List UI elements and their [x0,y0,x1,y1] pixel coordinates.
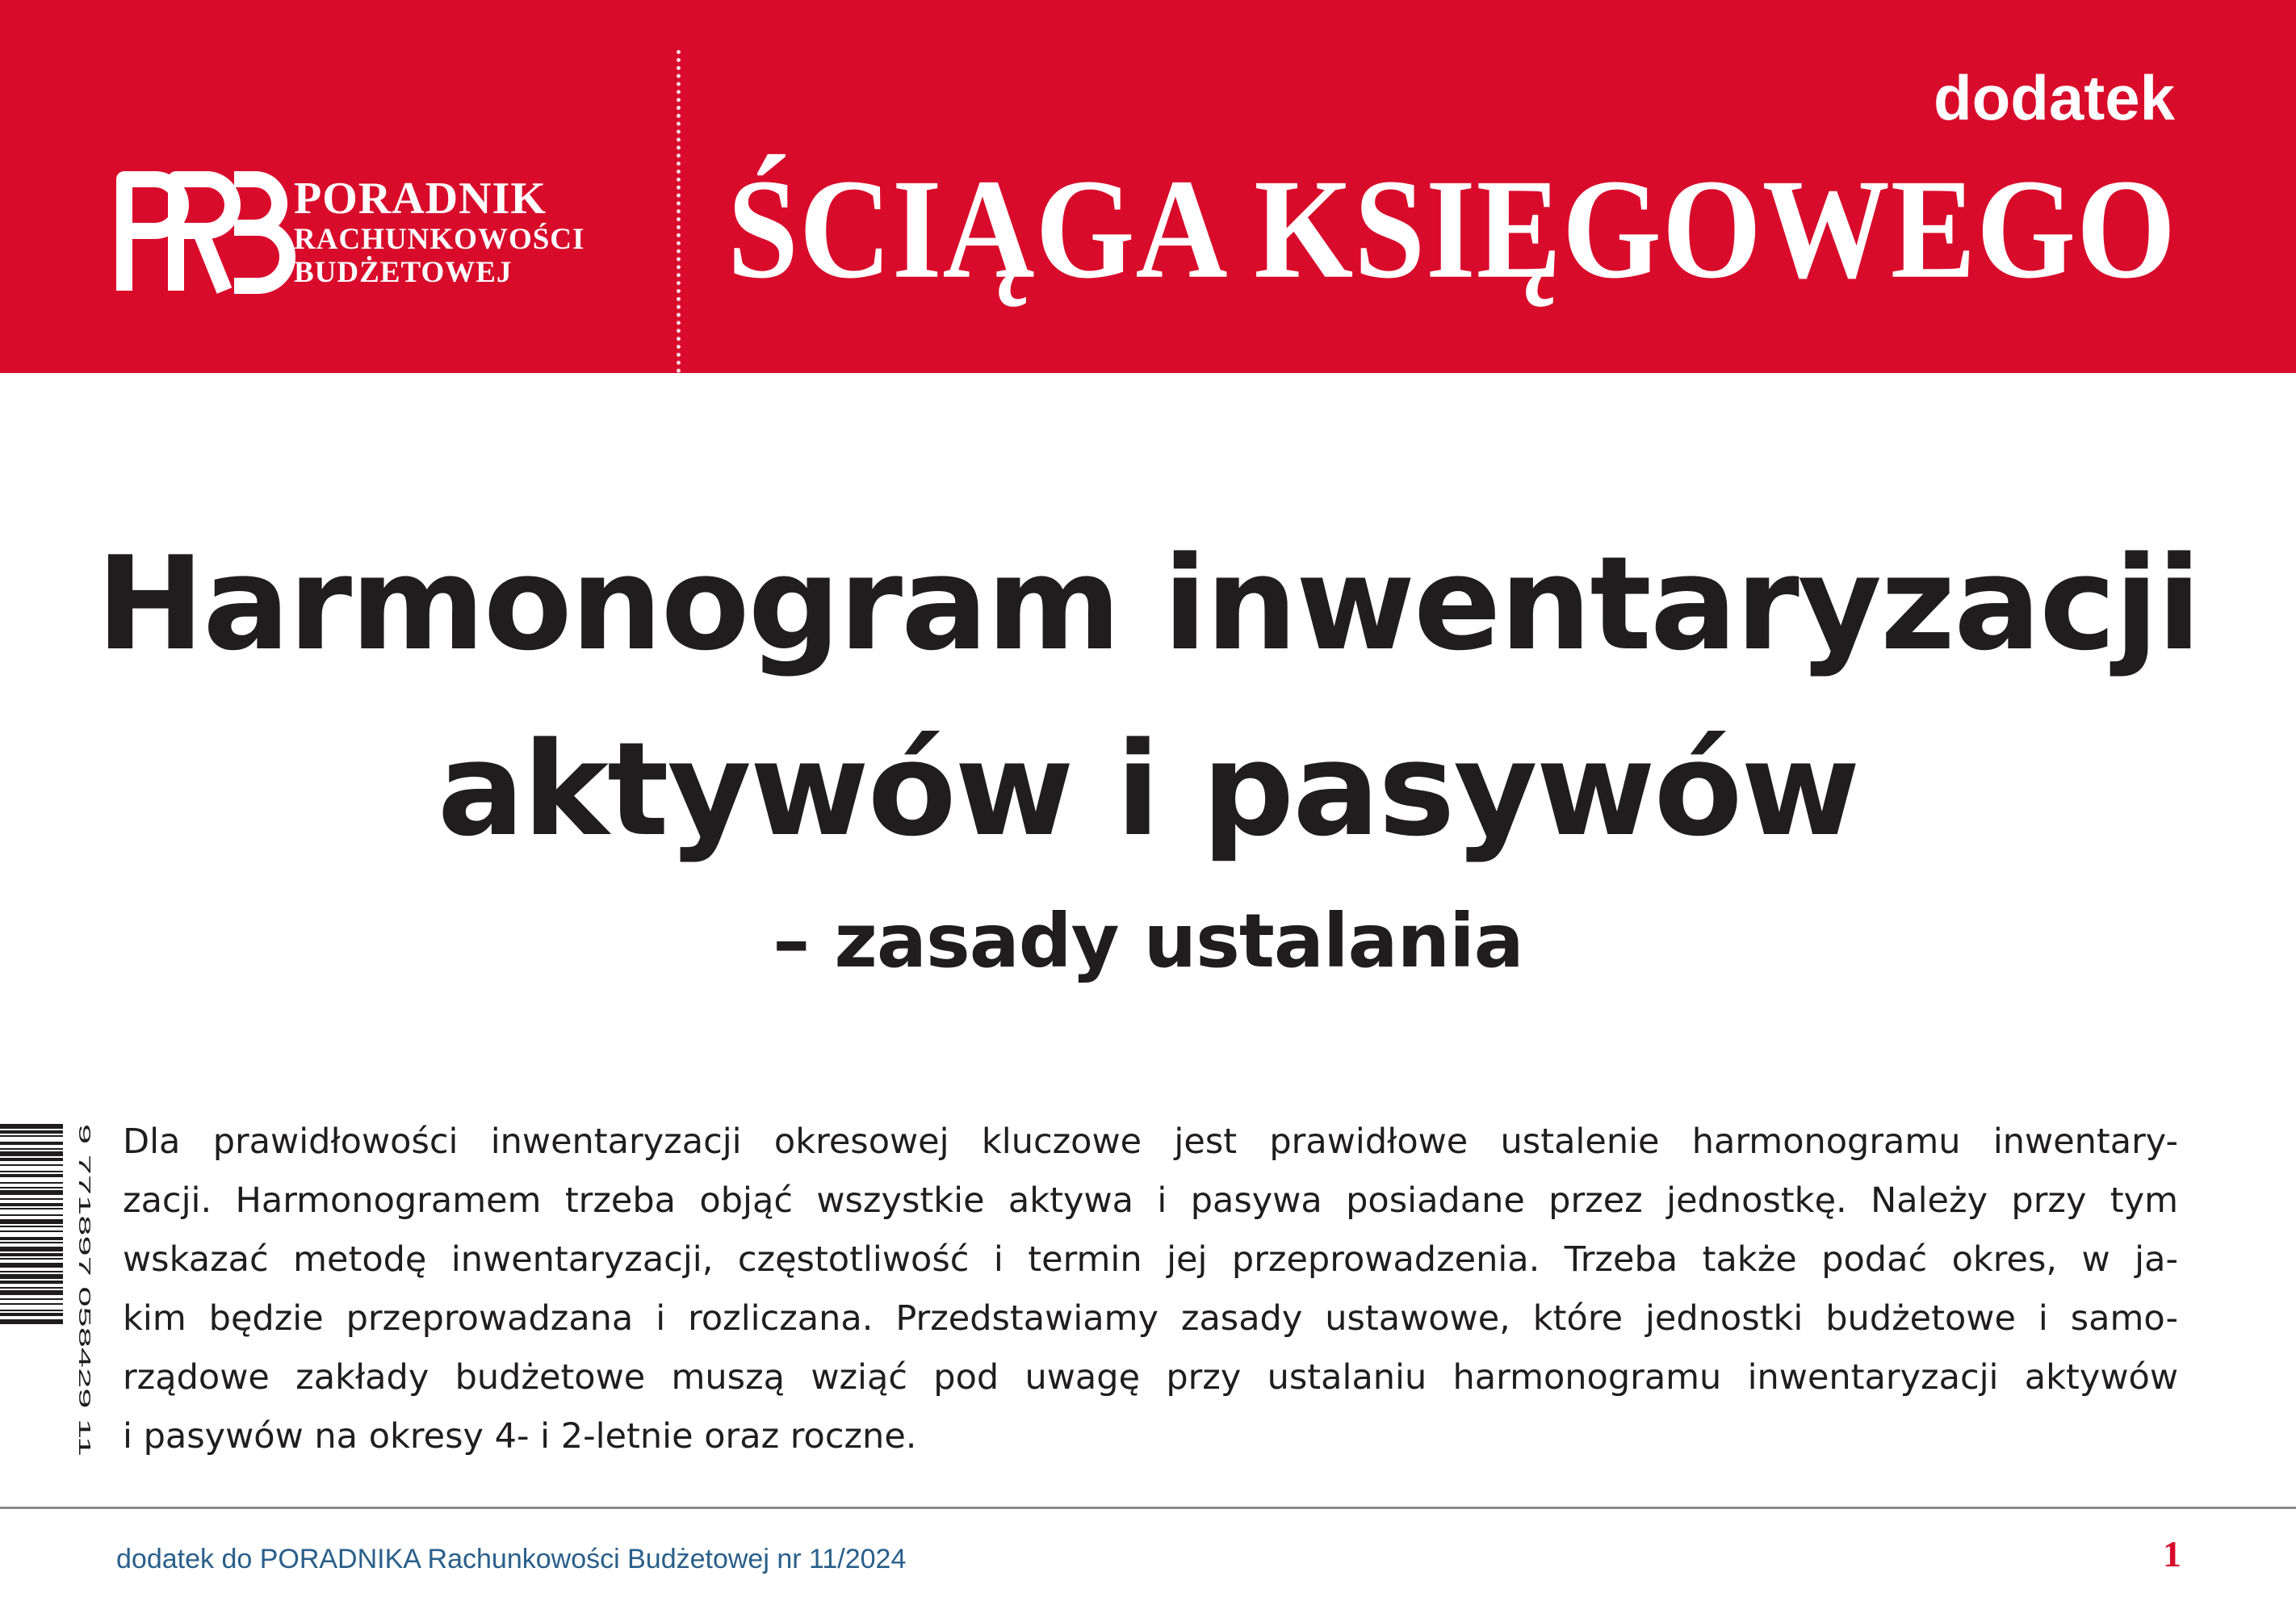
barcode-bar [0,1214,63,1216]
barcode-bar [0,1208,63,1209]
barcode-bar [0,1158,63,1161]
barcode-bar [0,1164,63,1166]
logo-line-rachunkowosci: RACHUNKOWOŚCI [294,223,585,256]
barcode-bar [0,1171,63,1172]
barcode-bar [0,1203,63,1206]
barcode-digits: 9 771897 058429 11 [75,1124,93,1272]
barcode-icon [0,1121,93,1460]
logo-wordmark [294,176,584,287]
barcode-bar [0,1148,63,1150]
intro-paragraph [123,1113,2178,1466]
barcode-bar [0,1247,63,1251]
logo-line-budzetowej: BUDŻETOWEJ [294,256,513,289]
header-band [0,0,2296,373]
supplement-title: ŚCIĄGA KSIĘGOWEGO [727,149,2177,308]
article-subtitle: – zasady ustalania [773,898,1523,984]
barcode-bar [0,1298,63,1300]
barcode-bar [0,1237,63,1240]
barcode-bar [0,1242,63,1243]
barcode-bar [0,1130,63,1134]
barcode-bar [0,1142,63,1145]
intro-line: wskazać metodę inwentaryzacji, częstotliwość i termin jej przeprowadzenia. Trzeba także podać okres, w ja- [123,1239,2178,1280]
barcode-bar [0,1226,63,1227]
barcode-bar [0,1290,63,1295]
barcode-bar [0,1198,63,1200]
barcode-bar [0,1124,63,1129]
barcode-bar [0,1182,63,1184]
barcode-bar [0,1271,63,1272]
page-number: 1 [2163,1533,2181,1574]
barcode-bar [0,1258,63,1260]
footer-publication-note: dodatek do PORADNIKA Rachunkowości Budżetowej nr 11/2024 [116,1544,907,1574]
intro-line: rządowe zakłady budżetowe muszą wziąć pod uwagę przy ustalaniu harmonogramu inwentaryzacji aktywów [123,1357,2178,1398]
barcode-bar [0,1263,63,1268]
barcode-bar [0,1319,63,1324]
barcode-bar [0,1303,63,1305]
article-title-line-2: aktywów i pasywów [437,714,1859,865]
logo-line-poradnik: PORADNIK [294,174,547,224]
barcode-bar [0,1187,63,1188]
barcode-bar [0,1151,63,1156]
barcode-bar [0,1274,63,1279]
intro-line: kim będzie przeprowadzana i rozliczana. Przedstawiamy zasady ustawowe, które jednostki budżetowe i samo- [123,1298,2178,1339]
footer-rule [0,1507,2296,1509]
barcode-bar [0,1135,63,1137]
intro-line: Dla prawidłowości inwentaryzacji okresowej kluczowe jest prawidłowe ustalenie harmonogramu inwentary- [123,1121,2178,1162]
header-dotted-divider [677,50,681,373]
supplement-label: dodatek [1933,62,2175,133]
barcode-bar [0,1313,63,1316]
article-title-line-1: Harmonogram inwentaryzacji [96,528,2200,679]
intro-line: i pasywów na okresy 4- i 2-letnie oraz roczne. [123,1416,917,1457]
barcode-bar [0,1219,63,1224]
barcode-bar [0,1190,63,1195]
barcode-bar [0,1253,63,1256]
intro-line: zacji. Harmonogramem trzeba objąć wszystkie aktywa i pasywa posiadane przez jednostkę. Należy przy tym [123,1180,2178,1221]
prb-logo-mark-icon [113,171,283,292]
barcode-bar [0,1287,63,1289]
barcode-bar [0,1174,63,1177]
publication-logo [113,171,584,292]
article-title-block [0,528,2296,984]
barcode-bar [0,1230,63,1232]
barcode-bar [0,1281,63,1284]
barcode-bar [0,1310,63,1311]
